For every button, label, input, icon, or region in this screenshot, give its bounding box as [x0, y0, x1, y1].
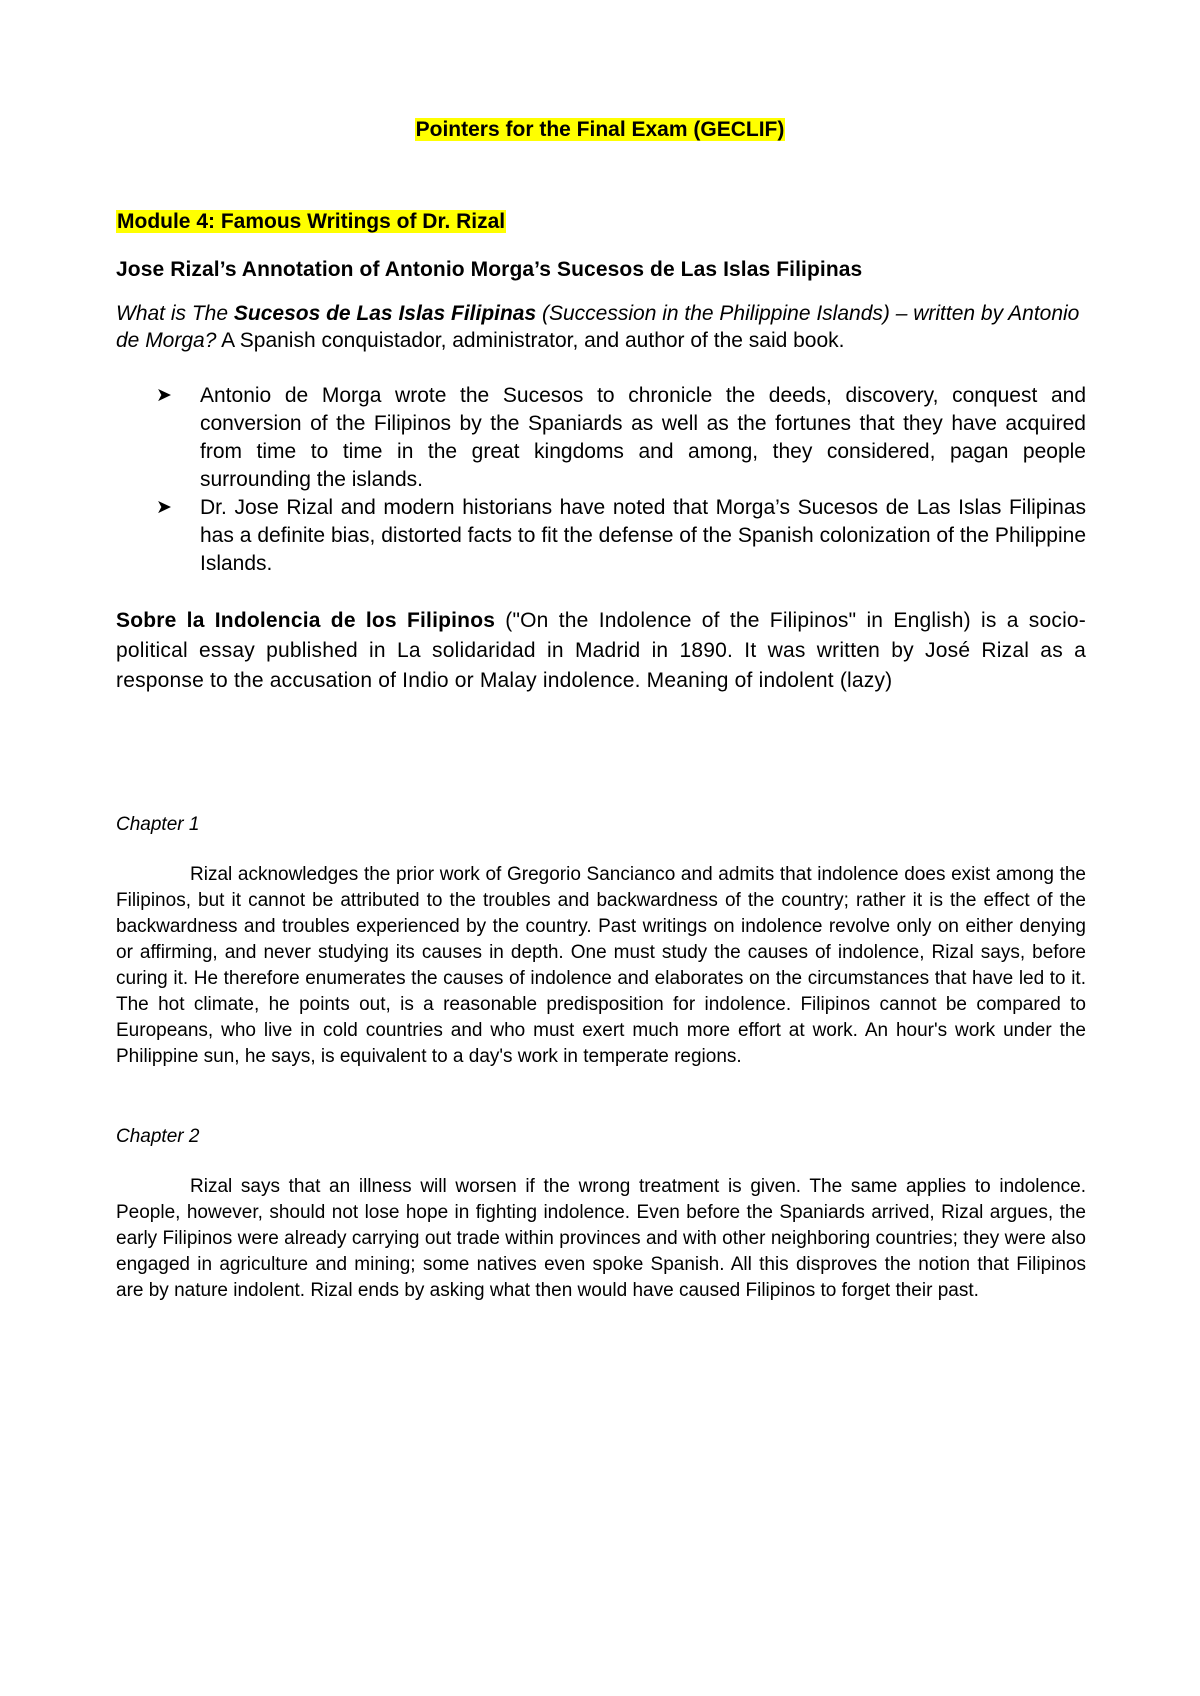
sobre-title: Sobre la Indolencia de los Filipinos	[116, 609, 496, 632]
bullet-text: Antonio de Morga wrote the Sucesos to chronicle the deeds, discovery, conquest and conversion of the Filipinos by the Spaniards as well as the fortunes that they have acquired from time to time in the great kingdoms and among, they considered, pagan people surrounding the islands.	[200, 384, 1086, 491]
sucesos-bullet-list	[116, 382, 1086, 578]
chapter-2-label: Chapter 2	[116, 1126, 200, 1147]
arrow-bullet-icon: ➤	[156, 497, 172, 518]
chapter-1-label: Chapter 1	[116, 814, 200, 835]
sobre-paragraph	[116, 606, 1086, 696]
document-title-text: Pointers for the Final Exam (GECLIF)	[415, 118, 785, 141]
sucesos-paragraph	[116, 300, 1086, 354]
chapter-1-text: Rizal acknowledges the prior work of Gregorio Sancianco and admits that indolence does exist among the Filipinos, but it cannot be attributed to the troubles and backwardness of the country; rather it is the effect of the backwardness and troubles experienced by the country. Past writings on indolence revolve only on either denying or affirming, and never studying its causes in depth. One must study the causes of indolence, Rizal says, before curing it. He therefore enumerates the causes of indolence and elaborates on the circumstances that have led to it. The hot climate, he points out, is a reasonable predisposition for indolence. Filipinos cannot be compared to Europeans, who live in cold countries and who must exert much more effort at work. An hour's work under the Philippine sun, he says, is equivalent to a day's work in temperate regions.	[116, 864, 1086, 1067]
chapter-2-text: Rizal says that an illness will worsen if the wrong treatment is given. The same applies to indolence. People, however, should not lose hope in fighting indolence. Even before the Spaniards arrived, Rizal argues, the early Filipinos were already carrying out trade within provinces and with other neighboring countries; they were also engaged in agriculture and mining; some natives even spoke Spanish. All this disproves the notion that Filipinos are by nature indolent. Rizal ends by asking what then would have caused Filipinos to forget their past.	[116, 1176, 1086, 1301]
annotation-heading: Jose Rizal’s Annotation of Antonio Morga’s Sucesos de Las Islas Filipinas	[116, 258, 863, 281]
list-item	[116, 494, 1086, 578]
bullet-text: Dr. Jose Rizal and modern historians have noted that Morga’s Sucesos de Las Islas Filipinas has a definite bias, distorted facts to fit the defense of the Spanish colonization of the Philippine Islands.	[200, 496, 1086, 575]
module-heading-text: Module 4: Famous Writings of Dr. Rizal	[117, 210, 506, 233]
arrow-bullet-icon: ➤	[156, 385, 172, 406]
document-title	[0, 116, 1200, 144]
list-item	[116, 382, 1086, 494]
sucesos-question-title: Sucesos de Las Islas Filipinas	[233, 302, 537, 325]
sobre-text: ("On the Indolence of the Filipinos" in English) is a socio-political essay published in La solidaridad in Madrid in 1890. It was written by José Rizal as a response to the accusation of Indio or Malay indolence. Meaning of indolent (lazy)	[116, 609, 1087, 692]
sucesos-answer: A Spanish conquistador, administrator, and author of the said book.	[216, 329, 845, 352]
sucesos-question-prefix: What is The	[116, 302, 234, 325]
chapter-2-body	[116, 1174, 1086, 1304]
module-heading	[116, 208, 506, 236]
sucesos-question-suffix: (Succession in the Philippine Islands) – written by Antonio de Morga?	[116, 302, 1080, 352]
chapter-1-body	[116, 862, 1086, 1070]
